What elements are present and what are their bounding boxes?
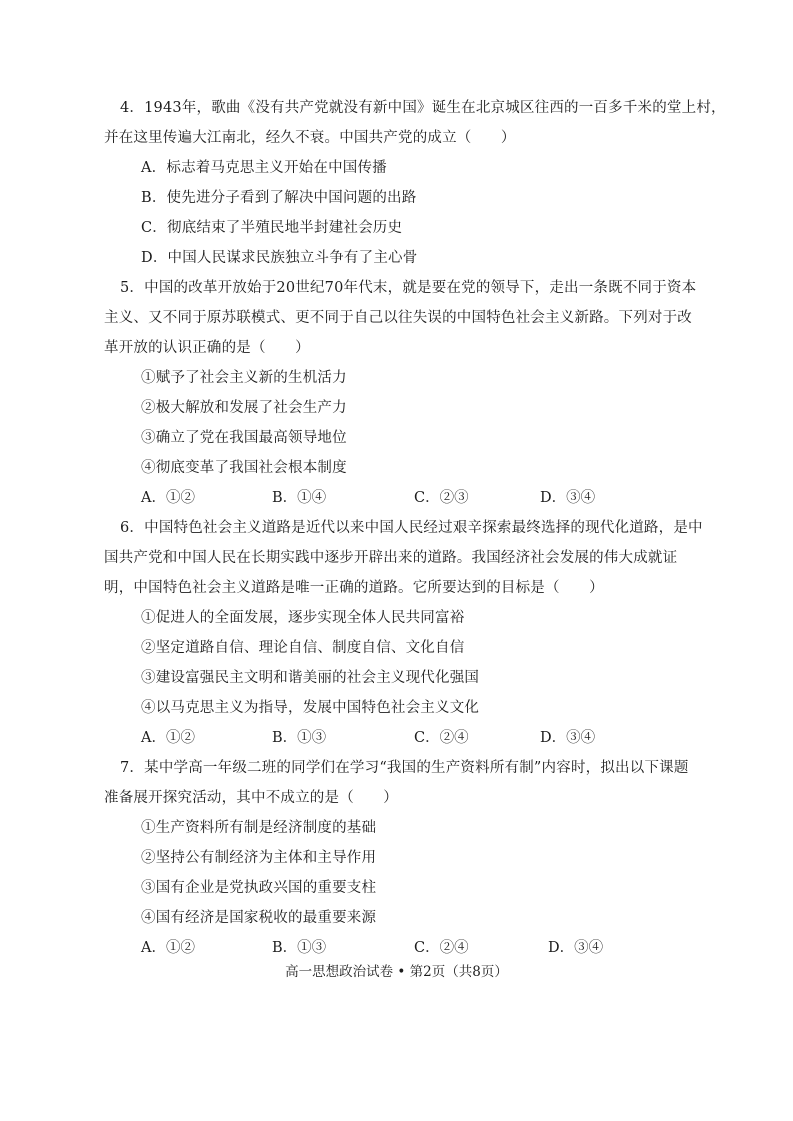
q7-choice-d: D．③④ bbox=[548, 940, 604, 956]
q5-stem-line-2: 主义、又不同于原苏联模式、更不同于自己以往失误的中国特色社会主义新路。下列对于改 bbox=[104, 310, 692, 326]
q6-choice-c: C．②④ bbox=[414, 730, 469, 746]
q5-item-2: ②极大解放和发展了社会生产力 bbox=[141, 400, 347, 416]
q4-option-b: B．使先进分子看到了解决中国问题的出路 bbox=[141, 190, 417, 206]
q6-stem-line-1: 6．中国特色社会主义道路是近代以来中国人民经过艰辛探索最终选择的现代化道路，是中 bbox=[120, 520, 703, 536]
q4-option-c: C．彻底结束了半殖民地半封建社会历史 bbox=[141, 220, 403, 236]
q5-item-3: ③确立了党在我国最高领导地位 bbox=[141, 430, 347, 446]
q7-stem-line-1: 7．某中学高一年级二班的同学们在学习“我国的生产资料所有制”内容时，拟出以下课题 bbox=[120, 760, 689, 776]
q7-choice-a: A．①② bbox=[141, 940, 195, 956]
page-footer: 高一思想政治试卷 • 第2页（共8页） bbox=[285, 964, 508, 980]
q6-choice-d: D．③④ bbox=[540, 730, 596, 746]
q7-item-4: ④国有经济是国家税收的最重要来源 bbox=[141, 910, 377, 926]
q6-item-2: ②坚定道路自信、理论自信、制度自信、文化自信 bbox=[141, 640, 465, 656]
q6-choice-a: A．①② bbox=[141, 730, 195, 746]
q5-item-1: ①赋予了社会主义新的生机活力 bbox=[141, 370, 347, 386]
q4-option-a: A．标志着马克思主义开始在中国传播 bbox=[141, 160, 387, 176]
q6-stem-line-3: 明，中国特色社会主义道路是唯一正确的道路。它所要达到的目标是（ ） bbox=[104, 580, 604, 596]
q6-stem-line-2: 国共产党和中国人民在长期实践中逐步开辟出来的道路。我国经济社会发展的伟大成就证 bbox=[104, 550, 678, 566]
q7-choice-b: B．①③ bbox=[272, 940, 327, 956]
q7-stem-line-2: 准备展开探究活动，其中不成立的是（ ） bbox=[104, 790, 398, 806]
q6-item-3: ③建设富强民主文明和谐美丽的社会主义现代化强国 bbox=[141, 670, 480, 686]
q5-choice-c: C．②③ bbox=[414, 490, 469, 506]
q6-item-1: ①促进人的全面发展，逐步实现全体人民共同富裕 bbox=[141, 610, 465, 626]
q4-stem-line-2: 并在这里传遍大江南北，经久不衰。中国共产党的成立（ ） bbox=[104, 130, 516, 146]
q7-item-3: ③国有企业是党执政兴国的重要支柱 bbox=[141, 880, 377, 896]
q6-item-4: ④以马克思主义为指导，发展中国特色社会主义文化 bbox=[141, 700, 480, 716]
q5-choice-a: A．①② bbox=[141, 490, 195, 506]
q7-choice-c: C．②④ bbox=[414, 940, 469, 956]
q5-stem-line-3: 革开放的认识正确的是（ ） bbox=[104, 340, 310, 356]
q7-choices bbox=[0, 938, 793, 958]
q6-choice-b: B．①③ bbox=[272, 730, 327, 746]
q5-choice-d: D．③④ bbox=[540, 490, 596, 506]
q4-stem-line-1: 4．1943年，歌曲《没有共产党就没有新中国》诞生在北京城区往西的一百多千米的堂上村， bbox=[120, 100, 726, 116]
q5-stem-line-1: 5．中国的改革开放始于20世纪70年代末，就是要在党的领导下，走出一条既不同于资本 bbox=[120, 280, 697, 296]
q5-choice-b: B．①④ bbox=[272, 490, 327, 506]
q6-choices bbox=[0, 728, 793, 748]
q4-option-d: D．中国人民谋求民族独立斗争有了主心骨 bbox=[141, 250, 418, 266]
q5-item-4: ④彻底变革了我国社会根本制度 bbox=[141, 460, 347, 476]
q7-item-2: ②坚持公有制经济为主体和主导作用 bbox=[141, 850, 377, 866]
q7-item-1: ①生产资料所有制是经济制度的基础 bbox=[141, 820, 377, 836]
q5-choices bbox=[0, 488, 793, 508]
